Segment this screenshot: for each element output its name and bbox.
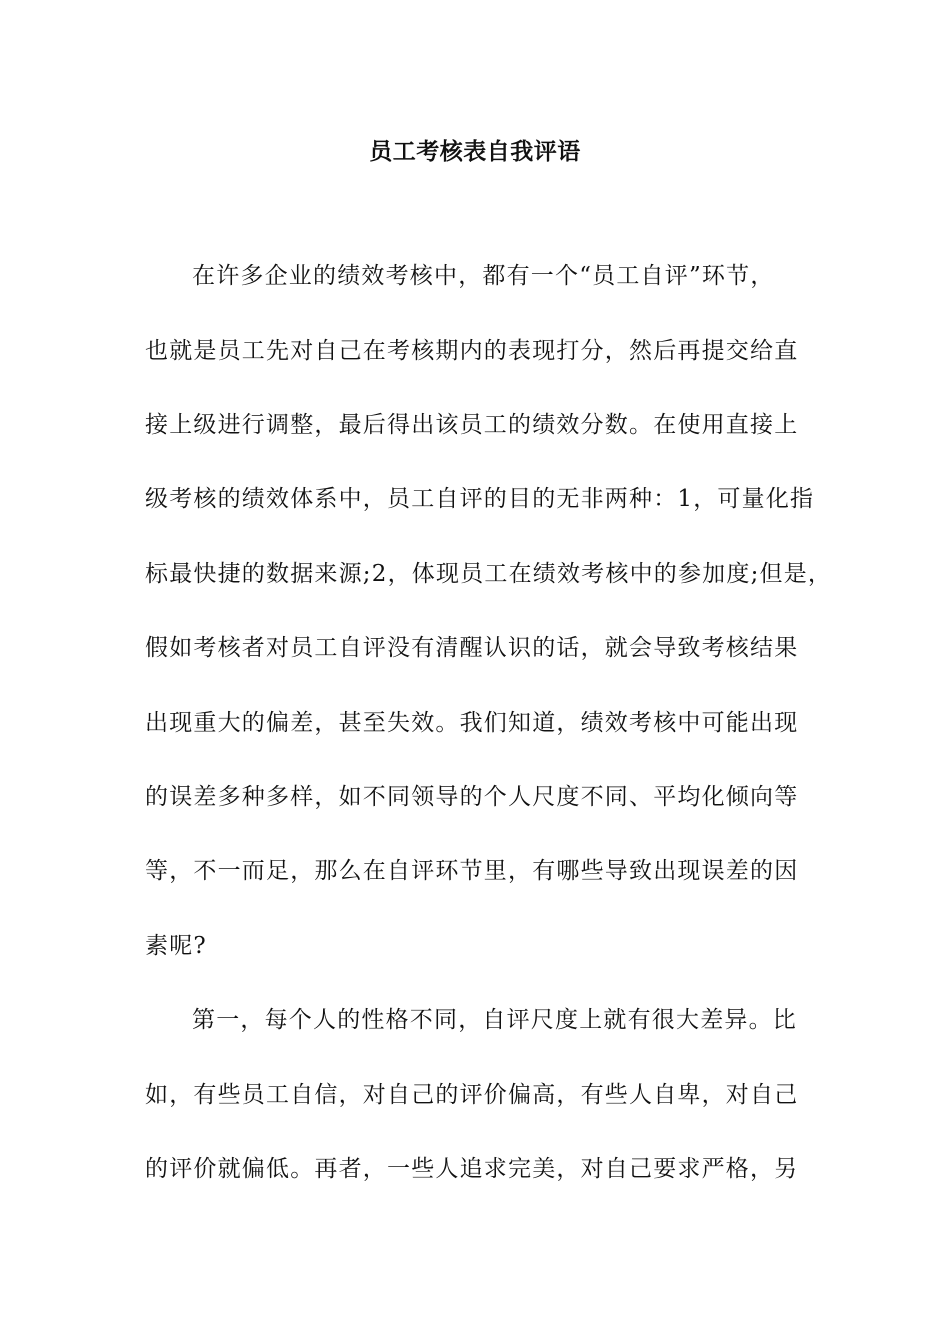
paragraph-1-line-1: 在许多企业的绩效考核中，都有一个“员工自评”环节， bbox=[192, 263, 775, 289]
paragraph-1-line-6: 假如考核者对员工自评没有清醒认识的话，就会导致考核结果 bbox=[145, 635, 799, 661]
paragraph-1-line-5: 标最快捷的数据来源;2，体现员工在绩效考核中的参加度;但是， bbox=[145, 561, 833, 587]
paragraph-1-line-9: 等，不一而足，那么在自评环节里，有哪些导致出现误差的因 bbox=[145, 858, 799, 884]
paragraph-1-line-10: 素呢? bbox=[145, 933, 207, 959]
paragraph-1-line-7: 出现重大的偏差，甚至失效。我们知道，绩效考核中可能出现 bbox=[145, 710, 799, 736]
paragraph-1-line-8: 的误差多种多样，如不同领导的个人尺度不同、平均化倾向等 bbox=[145, 784, 799, 810]
paragraph-2-line-2: 如，有些员工自信，对自己的评价偏高，有些人自卑，对自己 bbox=[145, 1082, 799, 1108]
page-title: 员工考核表自我评语 bbox=[369, 138, 581, 165]
paragraph-1-line-4: 级考核的绩效体系中，员工自评的目的无非两种：1，可量化指 bbox=[145, 486, 815, 512]
paragraph-1-line-3: 接上级进行调整，最后得出该员工的绩效分数。在使用直接上 bbox=[145, 412, 799, 438]
paragraph-1-line-2: 也就是员工先对自己在考核期内的表现打分，然后再提交给直 bbox=[145, 338, 799, 364]
paragraph-2-line-3: 的评价就偏低。再者，一些人追求完美，对自己要求严格，另 bbox=[145, 1156, 799, 1182]
paragraph-2-line-1: 第一，每个人的性格不同，自评尺度上就有很大差异。比 bbox=[192, 1007, 797, 1033]
